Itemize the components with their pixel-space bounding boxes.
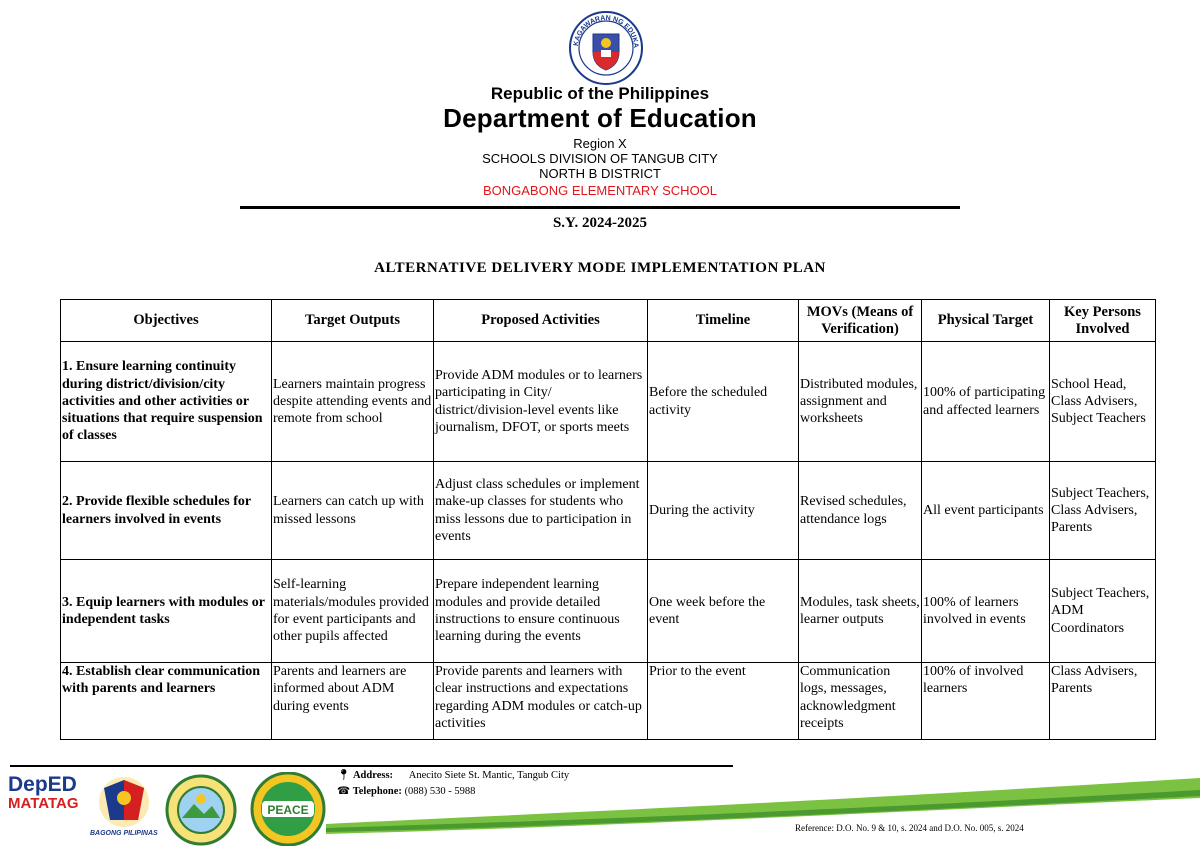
- location-pin-icon: 📍︎: [337, 770, 351, 781]
- table-row: [61, 342, 1156, 462]
- department-heading: Department of Education: [443, 103, 757, 133]
- school-name: BONGABONG ELEMENTARY SCHOOL: [482, 183, 718, 198]
- plan-title: ALTERNATIVE DELIVERY MODE IMPLEMENTATION PLAN: [374, 260, 826, 276]
- school-year: S.Y. 2024-2025: [552, 215, 648, 231]
- header-timeline: Timeline: [648, 300, 799, 342]
- cell-movs: Distributed modules, assignment and worksheets: [799, 342, 922, 462]
- header-physical-target: Physical Target: [922, 300, 1050, 342]
- footer-contact: [337, 768, 569, 800]
- table-header-row: [61, 300, 1156, 342]
- district-line: NORTH B DISTRICT: [539, 166, 661, 181]
- cell-key-persons: Class Advisers, Parents: [1050, 663, 1156, 740]
- telephone-value: (088) 530 - 5988: [404, 786, 476, 797]
- cell-objective: 3. Equip learners with modules or independent tasks: [61, 560, 272, 663]
- cell-activities: Adjust class schedules or implement make-up classes for students who miss lessons due to participation in events: [434, 462, 648, 560]
- cell-activities: Provide parents and learners with clear instructions and expectations regarding ADM modules or catch-up activities: [434, 663, 648, 740]
- header-objectives: Objectives: [61, 300, 272, 342]
- cell-physical-target: 100% of involved learners: [922, 663, 1050, 740]
- bagong-pilipinas-logo: [92, 774, 156, 834]
- deped-seal: [568, 10, 644, 86]
- cell-timeline: Before the scheduled activity: [648, 342, 799, 462]
- footer-divider: [10, 765, 733, 767]
- cell-physical-target: 100% of learners involved in events: [922, 560, 1050, 663]
- cell-key-persons: Subject Teachers, Class Advisers, Parents: [1050, 462, 1156, 560]
- cell-target-outputs: Learners can catch up with missed lessons: [272, 462, 434, 560]
- cell-movs: Communication logs, messages, acknowledgment receipts: [799, 663, 922, 740]
- republic-heading: Republic of the Philippines: [490, 84, 710, 103]
- peace-logo: [248, 772, 328, 850]
- matatag-wordmark: MATATAG: [8, 795, 79, 812]
- bagong-pilipinas-caption: BAGONG PILIPINAS: [90, 830, 158, 837]
- deped-wordmark: DepED: [8, 773, 77, 796]
- division-seal-logo: [164, 774, 238, 850]
- cell-physical-target: 100% of participating and affected learners: [922, 342, 1050, 462]
- header-divider: [240, 206, 960, 209]
- table-row: [61, 663, 1156, 740]
- cell-physical-target: All event participants: [922, 462, 1050, 560]
- cell-target-outputs: Parents and learners are informed about ADM during events: [272, 663, 434, 740]
- cell-key-persons: Subject Teachers, ADM Coordinators: [1050, 560, 1156, 663]
- cell-objective: 1. Ensure learning continuity during district/division/city activities and other activities or situations that require suspension of classes: [61, 342, 272, 462]
- address-line: [337, 768, 569, 784]
- cell-key-persons: School Head, Class Advisers, Subject Teachers: [1050, 342, 1156, 462]
- cell-target-outputs: Learners maintain progress despite attending events and remote from school: [272, 342, 434, 462]
- cell-movs: Modules, task sheets, learner outputs: [799, 560, 922, 663]
- cell-target-outputs: Self-learning materials/modules provided for event participants and other pupils affected: [272, 560, 434, 663]
- region-line: Region X: [573, 136, 627, 151]
- header-target-outputs: Target Outputs: [272, 300, 434, 342]
- deped-matatag-logo: [8, 774, 80, 844]
- division-line: SCHOOLS DIVISION OF TANGUB CITY: [482, 151, 718, 166]
- peace-text: PEACE: [267, 803, 309, 817]
- cell-objective: 4. Establish clear communication with parents and learners: [61, 663, 272, 740]
- cell-timeline: Prior to the event: [648, 663, 799, 740]
- reference-note: Reference: D.O. No. 9 & 10, s. 2024 and D.O. No. 005, s. 2024: [795, 823, 1024, 833]
- seal-text: KAGAWARAN NG EDUKA: [572, 14, 640, 49]
- cell-activities: Provide ADM modules or to learners participating in City/ district/division-level events like journalism, DFOT, or sports meets: [434, 342, 648, 462]
- telephone-label: Telephone:: [352, 786, 402, 797]
- cell-movs: Revised schedules, attendance logs: [799, 462, 922, 560]
- cell-timeline: One week before the event: [648, 560, 799, 663]
- table-row: [61, 462, 1156, 560]
- address-value: Anecito Siete St. Mantic, Tangub City: [408, 770, 570, 781]
- cell-objective: 2. Provide flexible schedules for learners involved in events: [61, 462, 272, 560]
- telephone-line: [337, 784, 569, 800]
- cell-activities: Prepare independent learning modules and provide detailed instructions to ensure continuous learning during the events: [434, 560, 648, 663]
- header-proposed-activities: Proposed Activities: [434, 300, 648, 342]
- header-key-persons: Key Persons Involved: [1050, 300, 1156, 342]
- table-row: [61, 560, 1156, 663]
- phone-icon: ☎︎: [337, 786, 351, 797]
- header-movs: MOVs (Means of Verification): [799, 300, 922, 342]
- cell-timeline: During the activity: [648, 462, 799, 560]
- address-label: Address:: [352, 770, 394, 781]
- implementation-plan-table: [60, 299, 1156, 740]
